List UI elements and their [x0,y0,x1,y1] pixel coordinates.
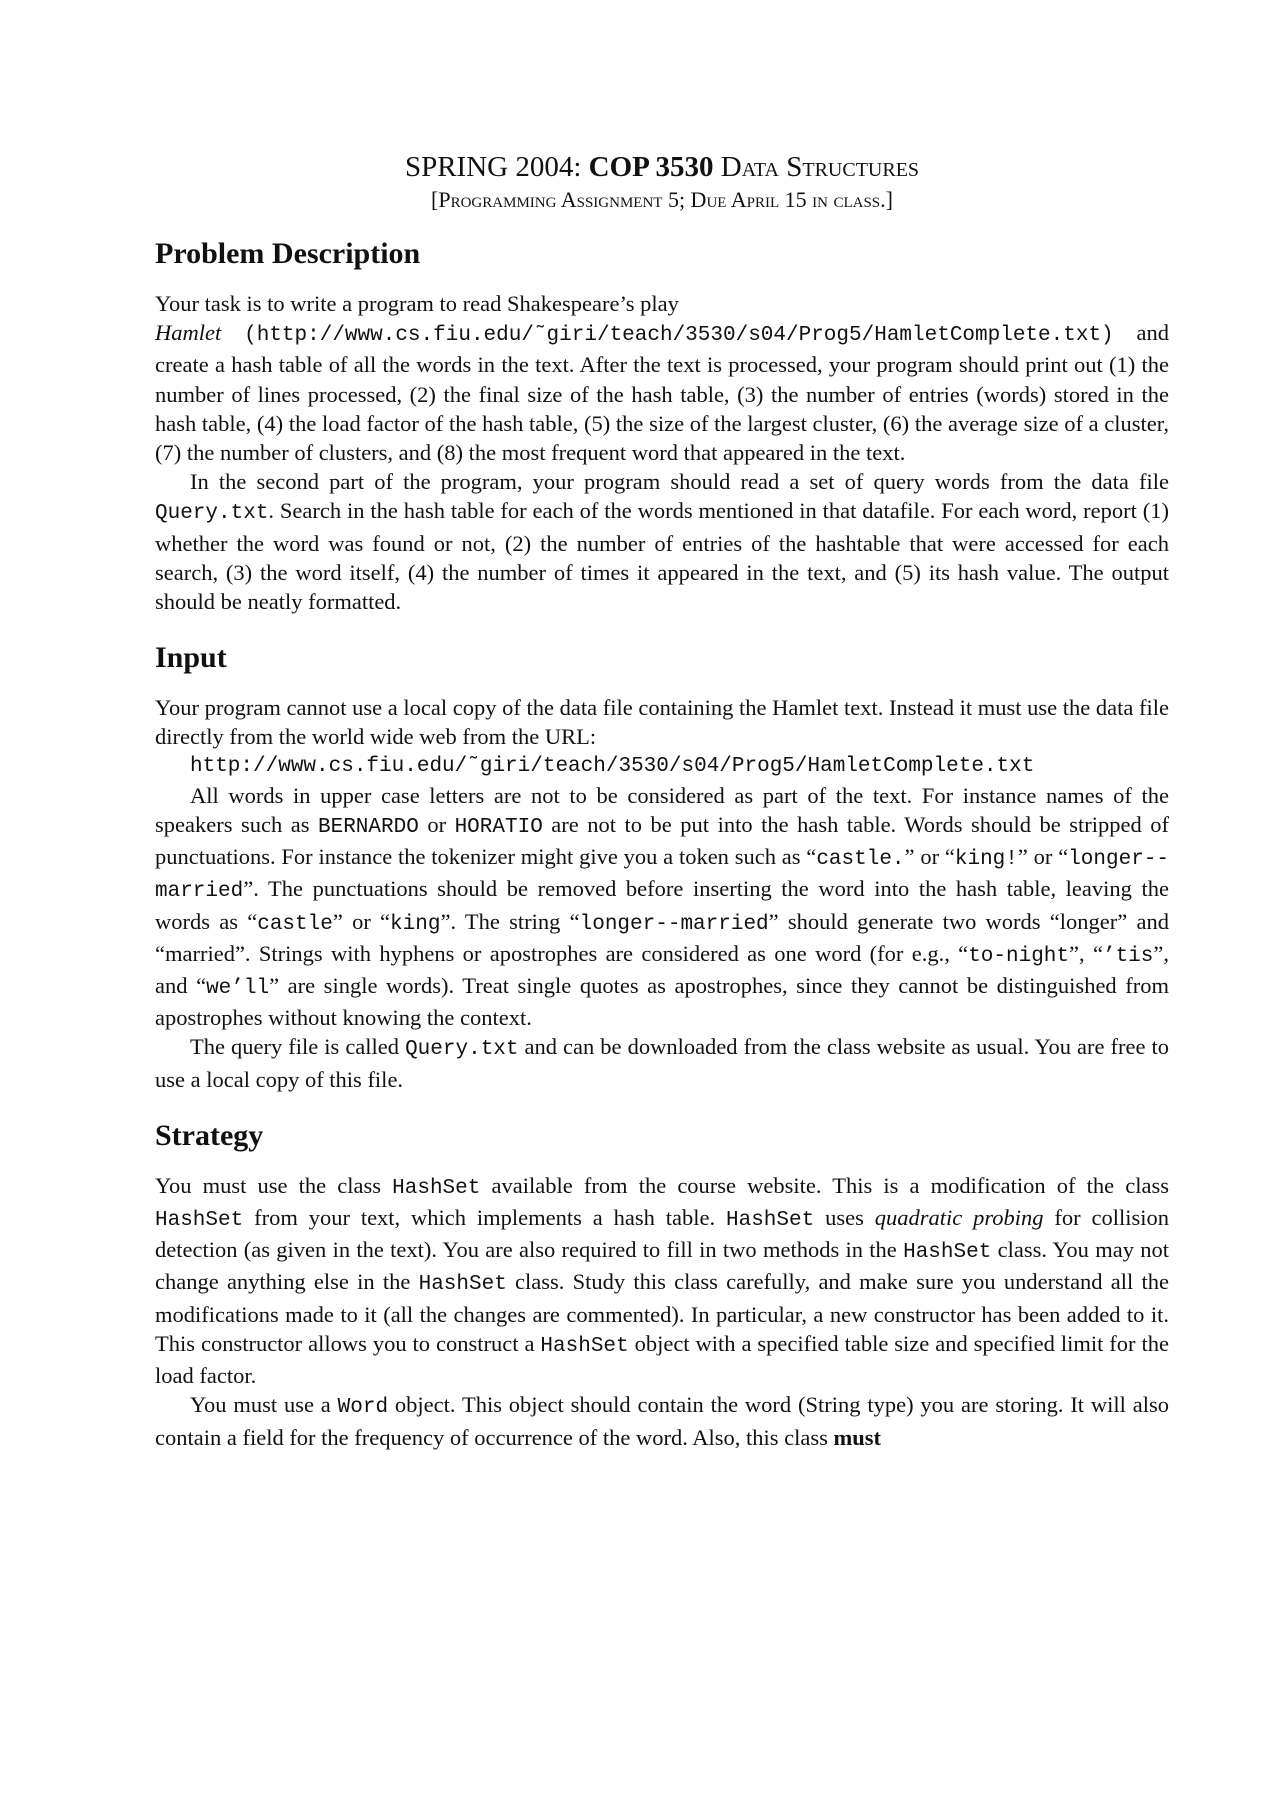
input-url: http://www.cs.fiu.edu/˜giri/teach/3530/s04/Prog5/HamletComplete.txt [190,754,1035,778]
heading-input: Input [155,641,227,675]
document-page [155,150,1169,1452]
input-paragraph-3: The query file is called Query.txt and can be downloaded from the class website as usual. You are free to use a local copy of this file. [155,1034,1169,1092]
strategy-paragraph-2: You must use a Word object. This object should contain the word (String type) you are storing. It will also contain a field for the frequency of occurrence of the word. Also, this class must [155,1392,1170,1450]
course-name: Data Structures [720,151,920,183]
hamlet-url: (http://www.cs.fiu.edu/˜giri/teach/3530/s04/Prog5/HamletComplete.txt) [244,324,1114,348]
strategy-paragraph-1: You must use the class HashSet available from the course website. This is a modification of the class HashSet from your text, which implements a hash table. HashSet uses quadratic probing for collision detection (as given in the text). You are also required to fill in two methods in the HashSet class. You may not change anything else in the HashSet class. Study this class carefully, and make sure you understand all the modifications made to it (all the changes are commented). In particular, a new constructor has been added to it. This constructor allows you to construct a HashSet object with a specified table size and specified limit for the load factor. [155,1172,1169,1389]
input-paragraph-1: Your program cannot use a local copy of the data file containing the Hamlet text. Instead it must use the data file directly from the world wide web from the URL: [155,695,1169,750]
problem-paragraph-1: Your task is to write a program to read Shakespeare’s play Hamlet (http://www.cs.fiu.edu/˜giri/teach/3530/s04/Prog5/HamletComplete.txt) and create a hash table of all the words in the text. After the text is processed, your program should print out (1) the number of lines processed, (2) the final size of the hash table, (3) the number of entries (words) stored in the hash table, (4) the load factor of the hash table, (5) the size of the largest cluster, (6) the average size of a cluster, (7) the number of clusters, and (8) the most frequent word that appeared in the text. [155,291,1170,466]
problem-paragraph-2: In the second part of the program, your program should read a set of query words from the data file Query.txt. Search in the hash table for each of the words mentioned in that datafile. For each word, report (1) whether the word was found or not, (2) the number of entries of the hashtable that were accessed for each search, (3) the word itself, (4) the number of times it appeared in the text, and (5) its hash value. The output should be neatly formatted. [155,469,1169,615]
term-label: SPRING 2004: [404,151,582,183]
heading-strategy: Strategy [155,1118,264,1152]
play-title: Hamlet [155,320,222,346]
course-code: COP 3530 [588,151,714,183]
document-title [155,150,1169,184]
heading-problem-description: Problem Description [155,237,421,270]
query-file-name: Query.txt [155,502,269,526]
assignment-subtitle: [Programming Assignment 5; Due April 15 in class.] [431,187,893,212]
input-paragraph-2: All words in upper case letters are not to be considered as part of the text. For instance names of the speakers such as BERNARDO or HORATIO are not to be put into the hash table. Words should be stripped of punctuations. For instance the tokenizer might give you a token such as “castle.” or “king!” or “longer--married”. The punctuations should be removed before inserting the word into the hash table, leaving the words as “castle” or “king”. The string “longer--married” should generate two words “longer” and “married”. Strings with hyphens or apostrophes are considered as one word (for e.g., “to-night”, “’tis”, and “we’ll” are single words). Treat single quotes as apostrophes, since they cannot be distinguished from apostrophes without knowing the context. [155,782,1170,1031]
